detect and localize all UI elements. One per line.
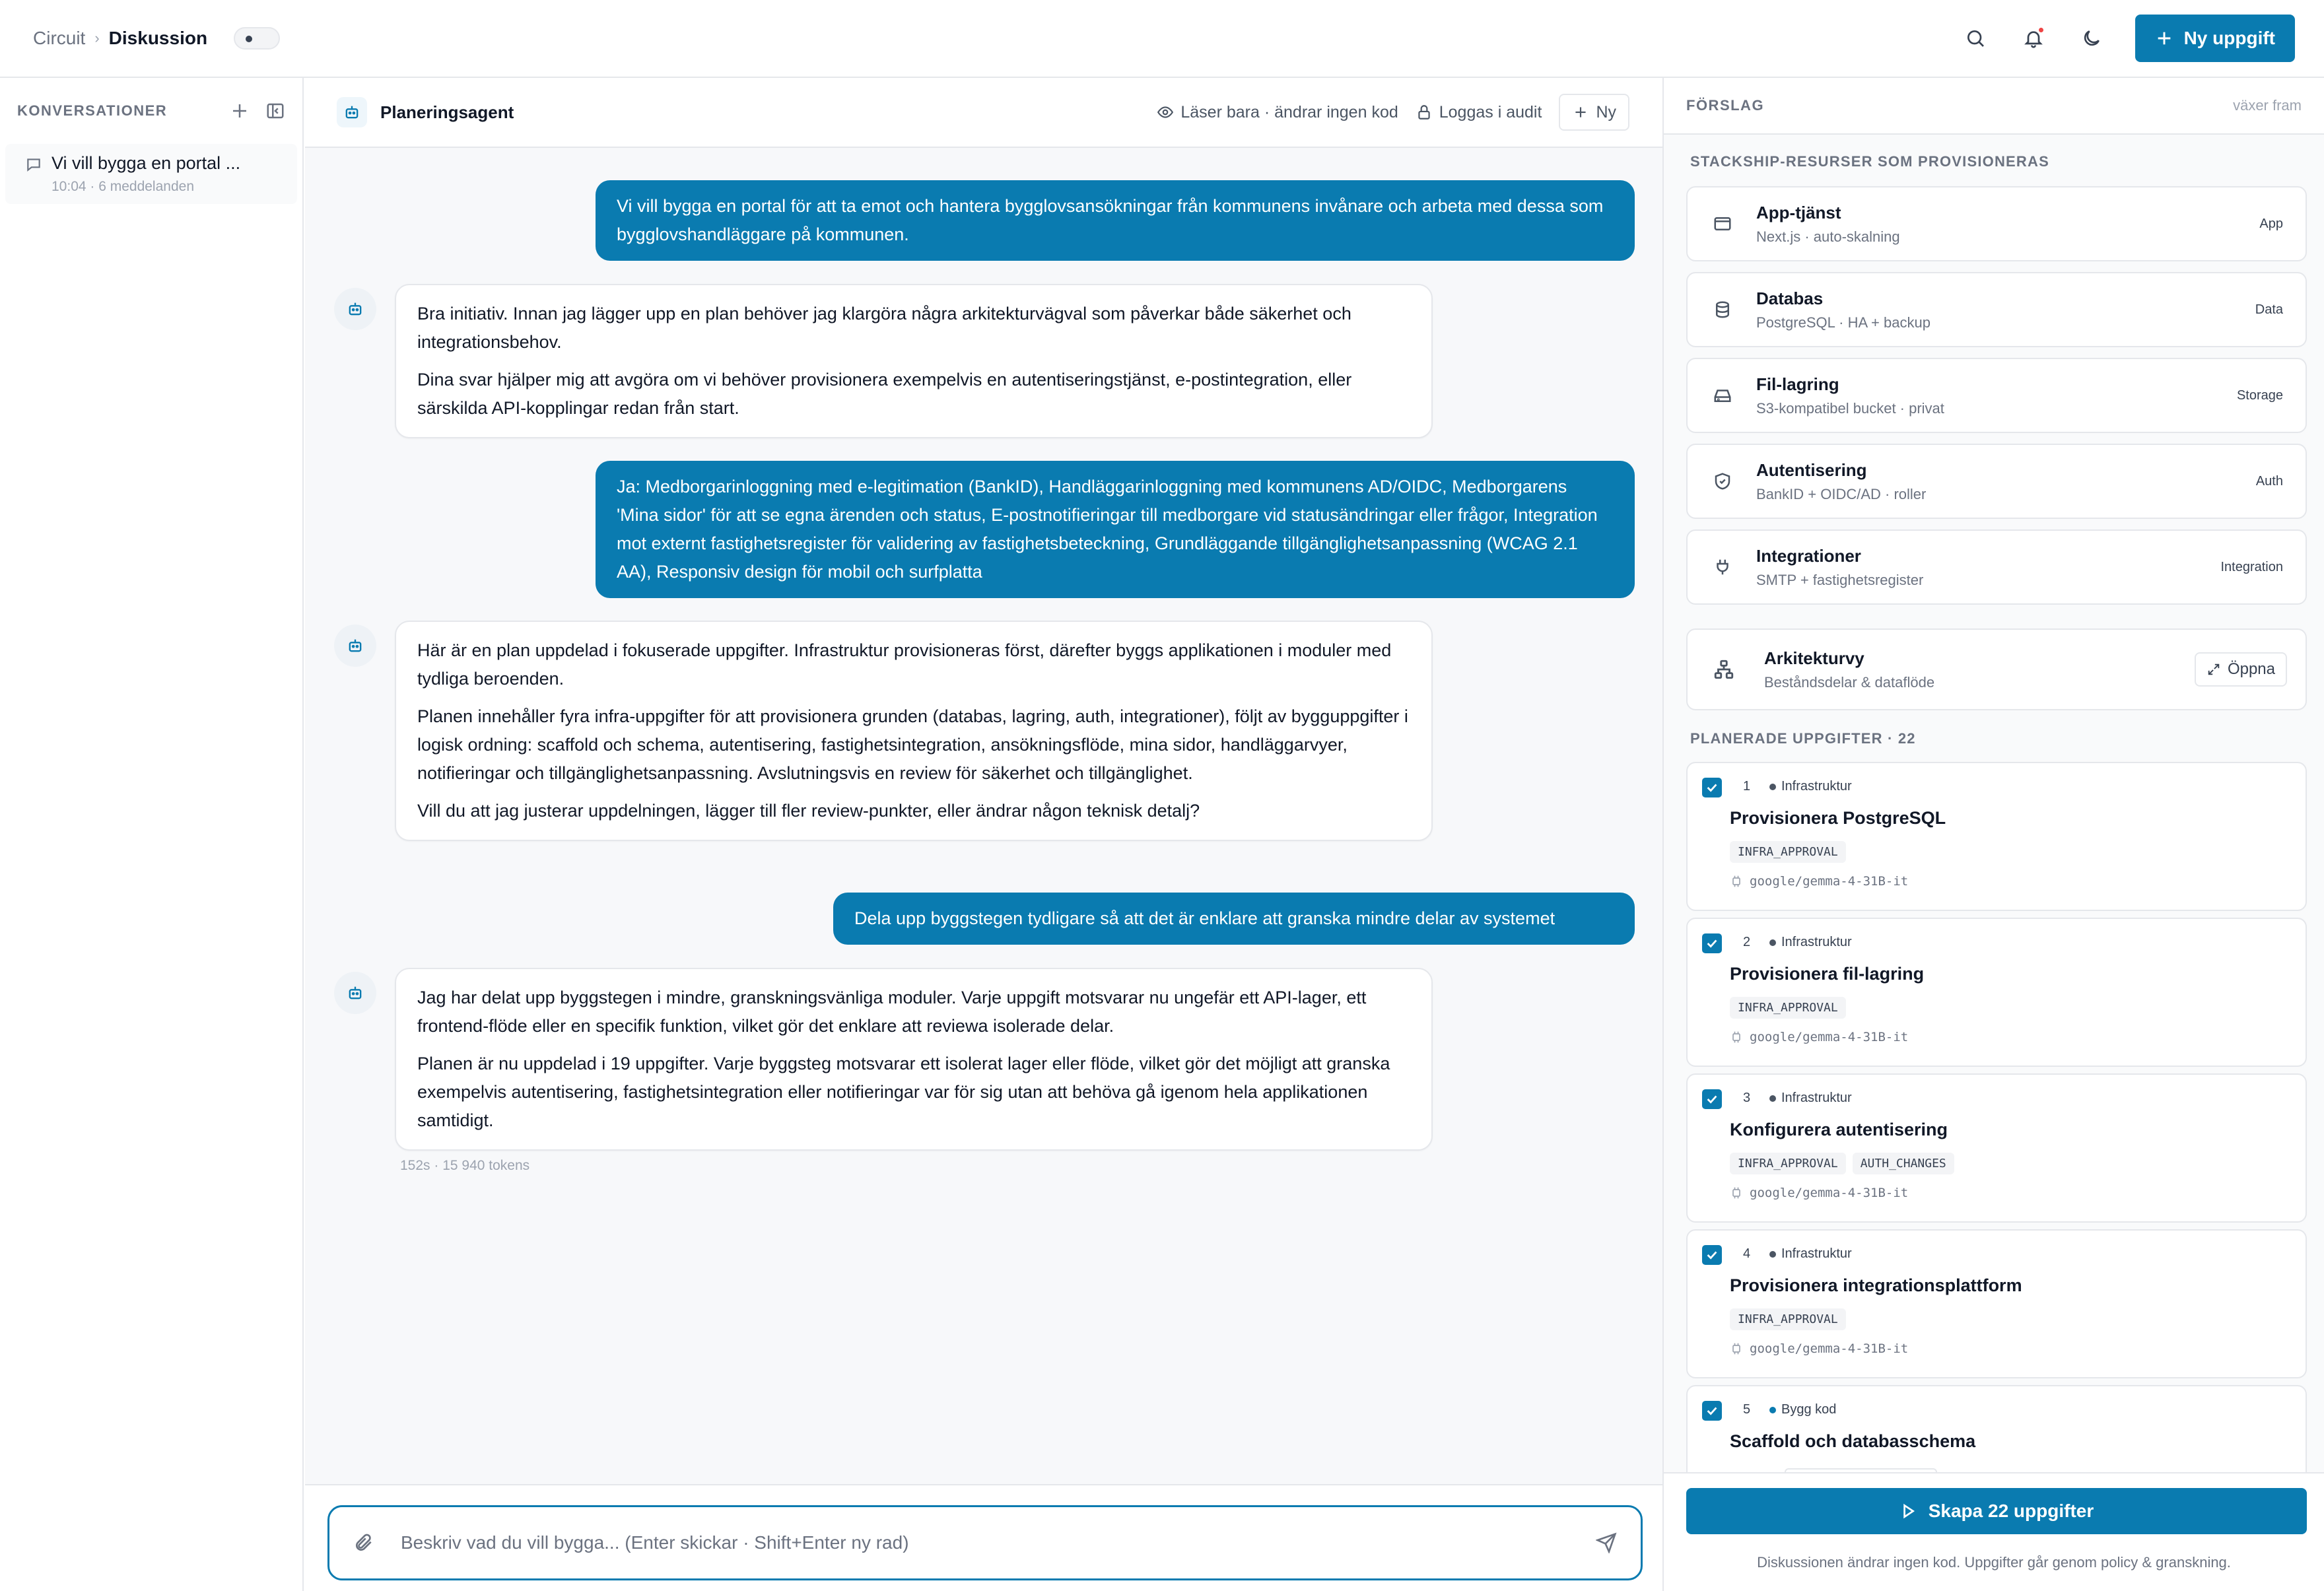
architecture-name: Arkitekturvy (1764, 648, 1864, 668)
resource-tag: Auth (2255, 473, 2283, 489)
mode-toggle[interactable] (234, 27, 280, 50)
footer-note: Diskussionen ändrar ingen kod. Uppgifter går genom policy & granskning. (1757, 1554, 2231, 1571)
robot-icon (346, 984, 364, 1002)
breadcrumb-root[interactable]: Circuit (33, 28, 86, 48)
check-icon (1705, 936, 1719, 951)
task-model-label: google/gemma-4-31B-it (1750, 874, 1909, 889)
search-icon (1965, 28, 1986, 49)
chat-area (305, 78, 1662, 1591)
task-badge: INFRA_APPROVAL (1730, 841, 1846, 863)
task-category-label: Bygg kod (1781, 1402, 1837, 1417)
robot-icon (346, 300, 364, 318)
resource-desc: PostgreSQL · HA + backup (1756, 314, 1931, 331)
moon-icon (2081, 28, 2102, 49)
add-conversation-icon[interactable] (230, 101, 250, 121)
conversations-sidebar (0, 78, 304, 1591)
readonly-indicator (1157, 103, 1398, 122)
resource-desc: Next.js · auto-skalning (1756, 228, 1900, 245)
robot-icon (343, 103, 361, 121)
task-checkbox[interactable] (1702, 1245, 1722, 1265)
conversation-title: Vi vill bygga en portal ... (51, 153, 241, 173)
assistant-avatar (334, 972, 376, 1014)
audit-label: Loggas i audit (1439, 102, 1542, 121)
task-title: Provisionera integrationsplattform (1730, 1275, 2022, 1295)
message-text: Ja: Medborgarinloggning med e-legitimation (BankID), Handläggarinloggning med kommunens AD/OIDC, Medborgarens 'Mina sidor' för att se egna ärenden och status, E-postnotifieringar till medborgare vid statusändringar eller frågor, Integration mot externt fastighetsregister för validering av fastighetsbeteckning, Grundläggande tillgänglighetsanpassning (WCAG 2.1 AA), Responsiv design för mobil och surfplatta (617, 477, 1598, 582)
task-title: Provisionera fil-lagring (1730, 964, 1925, 984)
architecture-desc: Beståndsdelar & dataflöde (1764, 673, 1935, 691)
user-message (596, 461, 1635, 598)
category-dot (1769, 1095, 1776, 1102)
agent-name: Planeringsagent (380, 102, 514, 122)
proposals-footer (1664, 1472, 2324, 1591)
message-text: Vill du att jag justerar uppdelningen, lägger till fler review-punkter, eller ändrar någon teknisk detalj? (417, 801, 1200, 821)
notifications-button[interactable] (2019, 24, 2048, 53)
task-badge: INFRA_APPROVAL (1730, 1308, 1846, 1330)
composer-area (305, 1484, 1662, 1591)
message-text: Planen innehåller fyra infra-uppgifter för att provisionera grunden (databas, lagring, auth, integrationer), följt av bygguppgifter i logisk ordning: scaffold och schema, autentisering, fastighetsintegration, ansökningsflöde, mina sidor, handläggarvyer, notifieringar och tillgänglighetsanpassning. Avslutningsvis en review för säkerhet och tillgänglighet. (417, 706, 1408, 783)
breadcrumb (33, 28, 207, 49)
user-message (596, 180, 1635, 261)
task-number: 2 (1743, 935, 1751, 949)
task-model-label: google/gemma-4-31B-it (1750, 1186, 1909, 1200)
new-task-label: Ny uppgift (2183, 28, 2275, 48)
eye-icon (1157, 104, 1174, 121)
new-conversation-label: Ny (1596, 102, 1616, 121)
task-model (1730, 1341, 1908, 1356)
task-checkbox[interactable] (1702, 778, 1722, 797)
task-list[interactable] (1664, 762, 2324, 1481)
resource-name: Fil-lagring (1756, 374, 1839, 394)
message-text: Vi vill bygga en portal för att ta emot och hantera bygglovsansökningar från kommunens invånare och arbeta med dessa som bygglovshandläggare på kommunen. (617, 196, 1604, 244)
user-message (833, 893, 1635, 945)
check-icon (1705, 1404, 1719, 1418)
expand-icon (2206, 662, 2221, 677)
task-card[interactable] (1686, 918, 2307, 1067)
task-category (1769, 1091, 1852, 1106)
check-icon (1705, 1248, 1719, 1262)
message-text: Bra initiativ. Innan jag lägger upp en plan behöver jag klargöra några arkitekturvägval som påverkar både säkerhet och integrationsbehov. (417, 304, 1351, 352)
category-dot (1769, 1407, 1776, 1413)
resource-desc: SMTP + fastighetsregister (1756, 571, 1924, 588)
conversation-item[interactable] (5, 144, 297, 204)
task-badge: INFRA_APPROVAL (1730, 997, 1846, 1019)
message-text: Planen är nu uppdelad i 19 uppgifter. Varje byggsteg motsvarar ett isolerat lager eller flöde, vilket gör det möjligt att granska exempelvis autentisering, fastighetsintegration eller notifieringar var för sig utan att behöva gå igenom hela applikationen samtidigt. (417, 1054, 1390, 1130)
theme-toggle-button[interactable] (2077, 24, 2106, 53)
search-button[interactable] (1961, 24, 1990, 53)
open-architecture-button[interactable] (2195, 652, 2287, 687)
tasks-section-label: PLANERADE UPPGIFTER · 22 (1690, 730, 1916, 747)
chip-icon (1730, 1031, 1743, 1044)
resource-desc: S3-kompatibel bucket · privat (1756, 399, 1944, 417)
message-text: Jag har delat upp byggstegen i mindre, granskningsvänliga moduler. Varje uppgift motsvarar nu ungefär ett API-lager, ett frontend-flöde eller en specifik funktion, vilket gör det enklare att reviewa isolerade delar. (417, 988, 1367, 1036)
breadcrumb-separator: › (94, 30, 100, 46)
task-model (1730, 874, 1908, 889)
resource-card-auth[interactable] (1686, 444, 2307, 519)
sidebar-title: KONVERSATIONER (17, 102, 168, 119)
plus-icon (1572, 104, 1589, 121)
task-category (1769, 779, 1852, 794)
agent-avatar (337, 97, 367, 127)
shield-icon (1713, 471, 1732, 491)
category-dot (1769, 939, 1776, 946)
conversation-meta: 10:04 · 6 meddelanden (51, 179, 194, 194)
task-card[interactable] (1686, 1229, 2307, 1378)
resource-tag: Integration (2220, 559, 2283, 574)
message-input[interactable] (327, 1505, 1643, 1580)
plus-icon (2155, 29, 2173, 48)
window-icon (1713, 214, 1732, 234)
task-category (1769, 935, 1852, 950)
task-model-label: google/gemma-4-31B-it (1750, 1341, 1909, 1356)
task-number: 5 (1743, 1402, 1751, 1417)
chip-icon (1730, 1186, 1743, 1200)
diagram-icon (1713, 658, 1735, 681)
task-number: 3 (1743, 1091, 1751, 1105)
architecture-card[interactable] (1686, 628, 2307, 710)
message-input-placeholder: Beskriv vad du vill bygga... (Enter skickar · Shift+Enter ny rad) (401, 1532, 909, 1553)
resource-name: App-tjänst (1756, 202, 1841, 222)
create-tasks-button[interactable] (1686, 1488, 2307, 1534)
storage-icon (1713, 386, 1732, 405)
resource-tag: Data (2255, 302, 2283, 317)
message-text: Dina svar hjälper mig att avgöra om vi behöver provisionera exempelvis en autentiseringstjänst, e-postintegration, eller särskilda API-kopplingar redan från start. (417, 370, 1352, 418)
task-checkbox[interactable] (1702, 933, 1722, 953)
task-category-label: Infrastruktur (1781, 935, 1852, 949)
task-checkbox[interactable] (1702, 1089, 1722, 1109)
resource-card-database[interactable] (1686, 272, 2307, 347)
task-title: Scaffold och databasschema (1730, 1431, 1976, 1451)
category-dot (1769, 1251, 1776, 1258)
open-architecture-label: Öppna (2227, 660, 2275, 678)
task-title: Provisionera PostgreSQL (1730, 808, 1946, 828)
paperclip-icon[interactable] (353, 1532, 374, 1553)
database-icon (1713, 300, 1732, 320)
task-badge: INFRA_APPROVAL (1730, 1153, 1846, 1174)
resource-name: Integrationer (1756, 545, 1861, 566)
play-icon (1899, 1503, 1917, 1520)
resource-card-storage[interactable] (1686, 358, 2307, 433)
lock-icon (1416, 104, 1433, 121)
task-category (1769, 1402, 1836, 1417)
new-conversation-button[interactable] (1559, 94, 1629, 131)
resource-tag: App (2259, 216, 2283, 231)
collapse-sidebar-icon[interactable] (265, 101, 285, 121)
resources-section-label: STACKSHIP-RESURSER SOM PROVISIONERAS (1690, 153, 2049, 170)
resource-name: Databas (1756, 288, 1824, 308)
resource-tag: Storage (2236, 388, 2283, 403)
chat-header (305, 78, 1662, 148)
plug-icon (1713, 557, 1732, 577)
task-title: Konfigurera autentisering (1730, 1120, 1948, 1139)
task-checkbox[interactable] (1702, 1401, 1722, 1421)
create-tasks-label: Skapa 22 uppgifter (1928, 1501, 2094, 1521)
assistant-message (395, 284, 1433, 438)
assistant-avatar (334, 625, 376, 667)
task-category-label: Infrastruktur (1781, 779, 1852, 794)
task-category (1769, 1246, 1852, 1262)
chat-bubble-icon (25, 156, 42, 173)
audit-indicator (1416, 103, 1542, 122)
category-dot (1769, 784, 1776, 790)
resource-name: Autentisering (1756, 459, 1867, 480)
task-card[interactable] (1686, 1073, 2307, 1223)
robot-icon (346, 636, 364, 655)
assistant-message (395, 621, 1433, 841)
proposals-title: FÖRSLAG (1686, 97, 1765, 114)
new-task-button[interactable] (2135, 15, 2295, 62)
notification-dot (2037, 26, 2045, 34)
top-bar (0, 0, 2324, 78)
message-text: Här är en plan uppdelad i fokuserade uppgifter. Infrastruktur provisioneras först, därefter byggs applikationen i moduler med tydliga beroenden. (417, 640, 1392, 689)
check-icon (1705, 780, 1719, 795)
proposals-subtitle: växer fram (2233, 97, 2302, 114)
task-model (1730, 1186, 1908, 1200)
message-meta: 152s · 15 940 tokens (400, 1158, 530, 1173)
send-icon[interactable] (1596, 1532, 1617, 1553)
chip-icon (1730, 875, 1743, 888)
task-category-label: Infrastruktur (1781, 1091, 1852, 1105)
chip-icon (1730, 1342, 1743, 1355)
task-number: 4 (1743, 1246, 1751, 1261)
task-category-label: Infrastruktur (1781, 1246, 1852, 1261)
assistant-message (395, 968, 1433, 1151)
message-text: Dela upp byggstegen tydligare så att det är enklare att granska mindre delar av systemet (854, 908, 1555, 928)
breadcrumb-current: Diskussion (108, 28, 208, 48)
task-badge: AUTH_CHANGES (1853, 1153, 1954, 1174)
resource-card-integration[interactable] (1686, 529, 2307, 605)
resource-desc: BankID + OIDC/AD · roller (1756, 485, 1927, 502)
task-card[interactable] (1686, 762, 2307, 911)
resource-card-app[interactable] (1686, 186, 2307, 261)
readonly-label: Läser bara · ändrar ingen kod (1180, 102, 1398, 121)
assistant-avatar (334, 288, 376, 330)
task-model-label: google/gemma-4-31B-it (1750, 1030, 1909, 1044)
task-number: 1 (1743, 779, 1751, 794)
task-model (1730, 1030, 1908, 1044)
proposals-panel (1662, 78, 2324, 1591)
check-icon (1705, 1092, 1719, 1106)
task-card[interactable] (1686, 1385, 2307, 1481)
